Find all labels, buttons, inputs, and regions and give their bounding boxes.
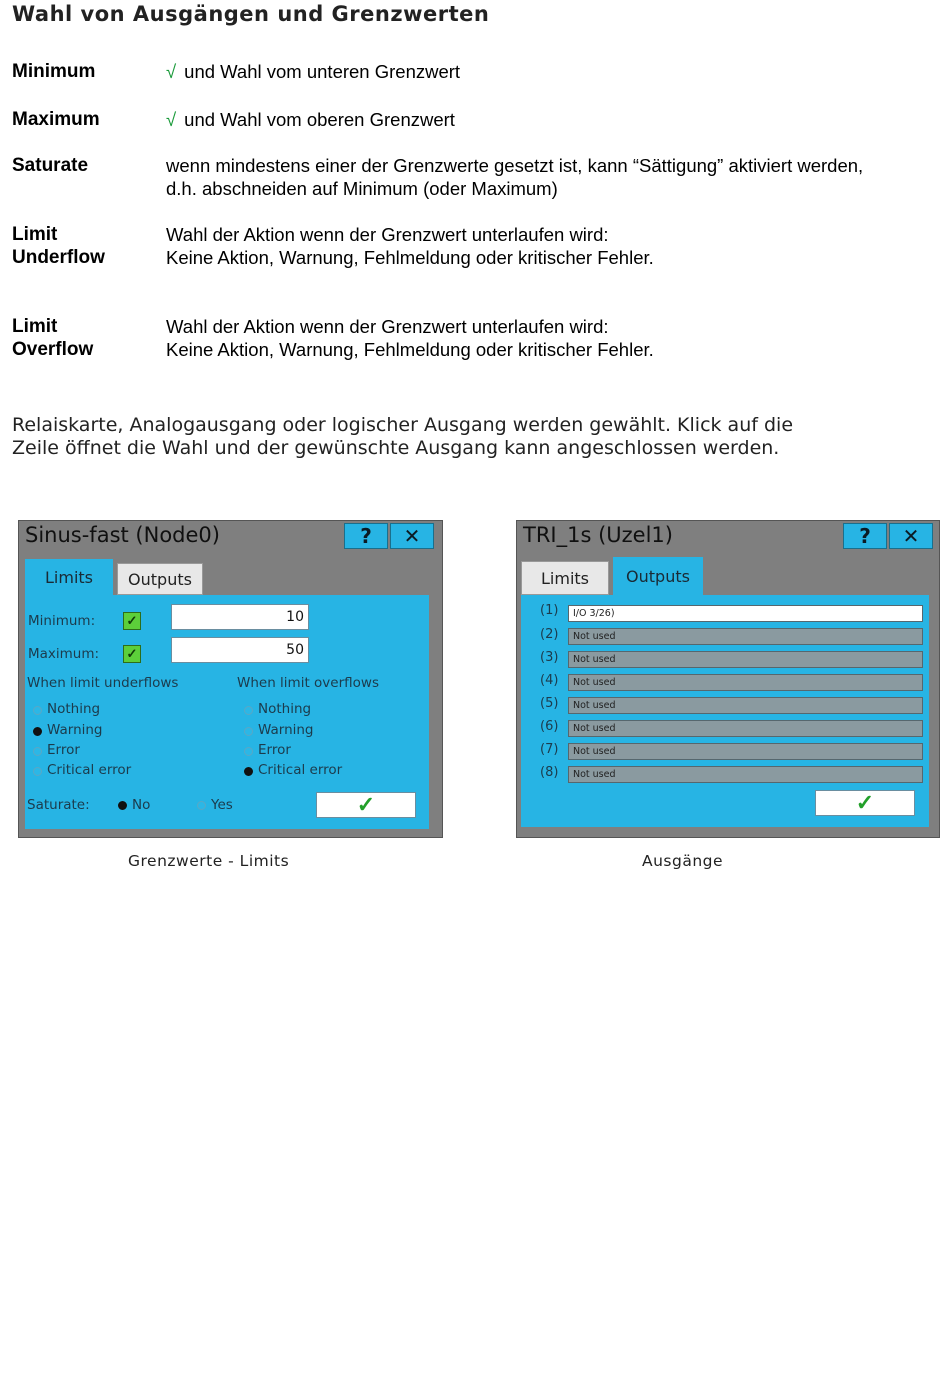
overflow-option-label: Warning <box>258 722 314 738</box>
caption-outputs: Ausgänge <box>642 852 724 870</box>
output-field-8[interactable]: Not used <box>568 766 923 783</box>
checkmark-icon: ✓ <box>356 792 376 817</box>
tab-outputs[interactable]: Outputs <box>613 557 703 595</box>
checkmark-icon: ✓ <box>126 613 138 628</box>
outputs-screenshot <box>516 520 940 838</box>
checkmark-icon: ✓ <box>126 646 138 661</box>
tab-limits[interactable]: Limits <box>521 561 609 595</box>
overflow-option-label: Critical error <box>258 762 343 778</box>
desc-minimum: √ und Wahl vom unteren Grenzwert <box>166 61 461 82</box>
overflow-radio-critical-error[interactable] <box>244 767 253 776</box>
close-button[interactable]: ✕ <box>889 523 933 549</box>
desc-maximum: √ und Wahl vom oberen Grenzwert <box>166 109 455 130</box>
saturate-radio-yes[interactable] <box>197 801 206 810</box>
underflow-radio-warning[interactable] <box>33 727 42 736</box>
overflow-heading: When limit overflows <box>237 675 379 691</box>
check-icon: √ <box>166 109 177 130</box>
underflow-radio-critical-error[interactable] <box>33 767 42 776</box>
term-maximum: Maximum <box>12 109 100 130</box>
maximum-checkbox[interactable] <box>123 645 141 663</box>
saturate-label: Saturate: <box>27 797 90 813</box>
maximum-input[interactable]: 50 <box>171 637 309 663</box>
checkmark-icon: ✓ <box>855 790 875 815</box>
desc-saturate: wenn mindestens einer der Grenzwerte gesetzt ist, kann “Sättigung” aktiviert werden, d.h. abschneiden auf Minimum (oder Maximum) <box>166 155 864 199</box>
output-field-3[interactable]: Not used <box>568 651 923 668</box>
underflow-radio-error[interactable] <box>33 747 42 756</box>
minimum-checkbox[interactable] <box>123 612 141 630</box>
term-saturate: Saturate <box>12 155 89 176</box>
maximum-label: Maximum: <box>28 646 100 662</box>
output-field-5[interactable]: Not used <box>568 697 923 714</box>
outputs-panel <box>521 595 929 827</box>
window-title: TRI_1s (Uzel1) <box>523 523 673 547</box>
output-number: (1) <box>540 603 559 618</box>
overflow-option-label: Error <box>258 742 291 758</box>
tab-limits[interactable]: Limits <box>25 559 113 595</box>
output-number: (3) <box>540 650 559 665</box>
limits-panel <box>25 595 429 829</box>
underflow-option-label: Nothing <box>47 701 101 717</box>
ok-button[interactable] <box>316 792 416 818</box>
limits-screenshot <box>18 520 443 838</box>
output-field-6[interactable]: Not used <box>568 720 923 737</box>
output-number: (4) <box>540 673 559 688</box>
output-field-2[interactable]: Not used <box>568 628 923 645</box>
term-minimum: Minimum <box>12 61 96 82</box>
underflow-heading: When limit underflows <box>27 675 179 691</box>
desc-limit-overflow: Wahl der Aktion wenn der Grenzwert unterlaufen wird: Keine Aktion, Warnung, Fehlmeldung oder kritischer Fehler. <box>166 316 654 360</box>
outputs-paragraph: Relaiskarte, Analogausgang oder logischer Ausgang werden gewählt. Klick auf die Zeile öffnet die Wahl und der gewünschte Ausgang kann angeschlossen werden. <box>12 414 794 459</box>
help-button[interactable]: ? <box>344 523 388 549</box>
check-icon: √ <box>166 61 177 82</box>
output-number: (5) <box>540 696 559 711</box>
page-title: Wahl von Ausgängen und Grenzwerten <box>12 2 490 26</box>
ok-button[interactable] <box>815 790 915 816</box>
term-limit-overflow: Limit Overflow <box>12 316 94 360</box>
minimum-input[interactable]: 10 <box>171 604 309 630</box>
overflow-radio-error[interactable] <box>244 747 253 756</box>
underflow-option-label: Warning <box>47 722 103 738</box>
output-field-1[interactable]: I/O 3/26) <box>568 605 923 622</box>
window-title: Sinus-fast (Node0) <box>25 523 220 547</box>
underflow-radio-nothing[interactable] <box>33 706 42 715</box>
saturate-option-label: Yes <box>211 797 233 813</box>
output-number: (6) <box>540 719 559 734</box>
output-number: (8) <box>540 765 559 780</box>
tab-outputs[interactable]: Outputs <box>117 563 203 595</box>
output-field-7[interactable]: Not used <box>568 743 923 760</box>
saturate-radio-no[interactable] <box>118 801 127 810</box>
underflow-option-label: Error <box>47 742 80 758</box>
underflow-option-label: Critical error <box>47 762 132 778</box>
minimum-label: Minimum: <box>28 613 96 629</box>
overflow-radio-warning[interactable] <box>244 727 253 736</box>
overflow-option-label: Nothing <box>258 701 312 717</box>
overflow-radio-nothing[interactable] <box>244 706 253 715</box>
saturate-option-label: No <box>132 797 151 813</box>
close-button[interactable]: ✕ <box>390 523 434 549</box>
caption-limits: Grenzwerte - Limits <box>128 852 290 870</box>
output-field-4[interactable]: Not used <box>568 674 923 691</box>
help-button[interactable]: ? <box>843 523 887 549</box>
output-number: (2) <box>540 627 559 642</box>
output-number: (7) <box>540 742 559 757</box>
term-limit-underflow: Limit Underflow <box>12 224 105 268</box>
desc-limit-underflow: Wahl der Aktion wenn der Grenzwert unterlaufen wird: Keine Aktion, Warnung, Fehlmeldung oder kritischer Fehler. <box>166 224 654 268</box>
